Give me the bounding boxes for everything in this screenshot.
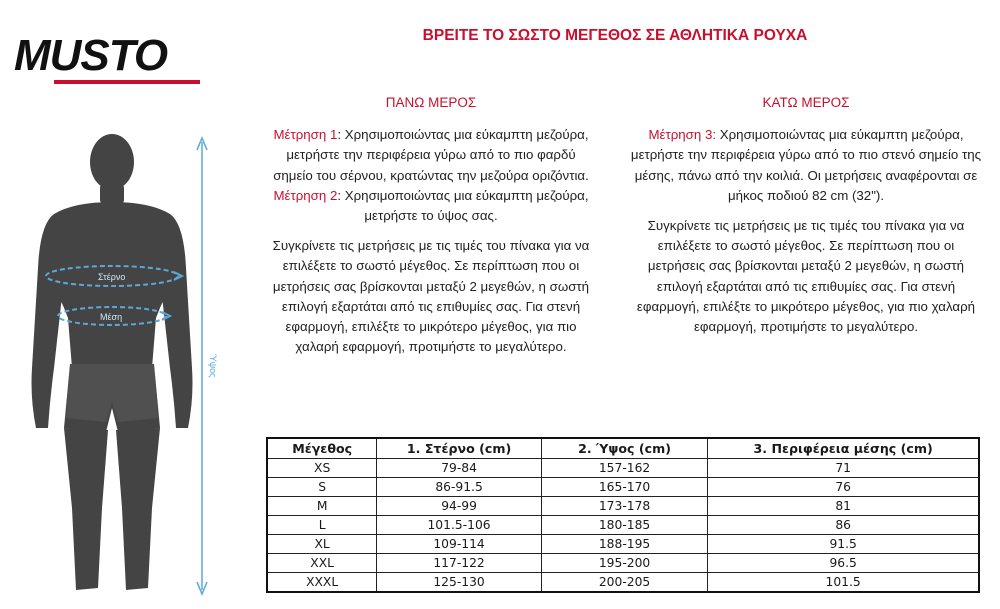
- table-row: [267, 535, 979, 554]
- table-row: [267, 573, 979, 593]
- cell-chest: 94-99: [377, 497, 542, 516]
- cell-size: XXL: [267, 554, 377, 573]
- cell-chest: 117-122: [377, 554, 542, 573]
- waist-label: Μέση: [100, 312, 123, 322]
- body-figure: [14, 128, 224, 603]
- cell-size: M: [267, 497, 377, 516]
- logo-text: MUSTO: [14, 31, 168, 80]
- cell-waist: 96.5: [708, 554, 979, 573]
- cell-waist: 71: [708, 459, 979, 478]
- cell-size: L: [267, 516, 377, 535]
- cell-chest: 101.5-106: [377, 516, 542, 535]
- cell-chest: 86-91.5: [377, 478, 542, 497]
- cell-waist: 81: [708, 497, 979, 516]
- cell-height: 200-205: [541, 573, 707, 593]
- cell-height: 188-195: [541, 535, 707, 554]
- header-waist: 3. Περιφέρεια μέσης (cm): [708, 438, 979, 459]
- header-size: Μέγεθος: [267, 438, 377, 459]
- upper-section: [266, 93, 596, 357]
- upper-heading: ΠΑΝΩ ΜΕΡΟΣ: [385, 95, 477, 110]
- shorts-shade: [66, 364, 158, 422]
- measure-3-desc: Χρησιμοποιώντας μια εύκαμπτη μεζούρα, μετρήστε την περιφέρεια γύρω από το πιο στενό σημείο της μέσης, πάνω από την κοιλιά. Οι μετρήσεις αναφέρονται σε μήκος ποδιού 82 cm (32").: [630, 127, 982, 203]
- lower-heading: ΚΑΤΩ ΜΕΡΟΣ: [762, 95, 850, 110]
- cell-chest: 109-114: [377, 535, 542, 554]
- cell-waist: 76: [708, 478, 979, 497]
- cell-chest: 79-84: [377, 459, 542, 478]
- cell-size: XL: [267, 535, 377, 554]
- cell-waist: 86: [708, 516, 979, 535]
- cell-height: 195-200: [541, 554, 707, 573]
- table-row: [267, 478, 979, 497]
- cell-size: S: [267, 478, 377, 497]
- upper-compare-text: Συγκρίνετε τις μετρήσεις με τις τιμές του πίνακα για να επιλέξετε το σωστό μέγεθος. Σε περίπτωση που οι μετρήσεις σας βρίσκονται μεταξύ 2 μεγεθών, η σωστή επιλογή εξαρτάται από τις επιθυμίες σας. Για στενή εφαρμογή, επιλέξτε το μικρότερο μέγεθος, για πιο χαλαρή εφαρμογή, προτιμήστε το μεγαλύτερο.: [272, 238, 590, 355]
- lower-section: [628, 93, 984, 337]
- measure-2-desc: : Χρησιμοποιώντας μια εύκαμπτη μεζούρα, μετρήστε το ύψος σας.: [337, 187, 589, 224]
- logo-underline: [54, 80, 200, 84]
- cell-height: 173-178: [541, 497, 707, 516]
- table-row: [267, 516, 979, 535]
- measure-1-label: Μέτρηση 1: [273, 127, 338, 143]
- height-arrow: [197, 138, 218, 594]
- measure-3-label: Μέτρηση 3:: [648, 127, 717, 143]
- measure-3-text: [628, 125, 984, 206]
- table-row: [267, 497, 979, 516]
- cell-size: XS: [267, 459, 377, 478]
- cell-height: 157-162: [541, 459, 707, 478]
- height-label: Ύψος: [208, 354, 218, 378]
- table-row: [267, 459, 979, 478]
- table-header-row: [267, 438, 979, 459]
- cell-size: XXXL: [267, 573, 377, 593]
- chest-label: Στέρνο: [98, 272, 126, 282]
- cell-waist: 91.5: [708, 535, 979, 554]
- page-title-text: ΒΡΕΙΤΕ ΤΟ ΣΩΣΤΟ ΜΕΓΕΘΟΣ ΣΕ ΑΘΛΗΤΙΚΑ ΡΟΥΧΑ: [422, 27, 808, 44]
- lower-compare-text: Συγκρίνετε τις μετρήσεις με τις τιμές του πίνακα για να επιλέξετε το σωστό μέγεθος. Σε περίπτωση που οι μετρήσεις σας βρίσκονται μεταξύ 2 μεγεθών, η σωστή επιλογή εξαρτάται από τις επιθυμίες σας. Για στενή εφαρμογή, επιλέξτε το μικρότερο μέγεθος, για πιο χαλαρή εφαρμογή, προτιμήστε το μεγαλύτερο.: [636, 218, 976, 335]
- cell-waist: 101.5: [708, 573, 979, 593]
- table-row: [267, 554, 979, 573]
- cell-height: 165-170: [541, 478, 707, 497]
- page-title: [0, 27, 1000, 45]
- measure-1-desc: : Χρησιμοποιώντας μια εύκαμπτη μεζούρα, μετρήστε την περιφέρεια γύρω από το πιο φαρδύ σημείο του σέρνου, κρατώντας την μεζούρα οριζόντια.: [273, 127, 589, 183]
- measure-1-text: [266, 125, 596, 186]
- cell-chest: 125-130: [377, 573, 542, 593]
- cell-height: 180-185: [541, 516, 707, 535]
- size-table: [266, 437, 980, 593]
- header-height: 2. Ύψος (cm): [541, 438, 707, 459]
- header-chest: 1. Στέρνο (cm): [377, 438, 542, 459]
- body-silhouette: [32, 134, 193, 590]
- measure-2-text: [266, 186, 596, 226]
- measure-2-label: Μέτρηση 2: [273, 187, 338, 203]
